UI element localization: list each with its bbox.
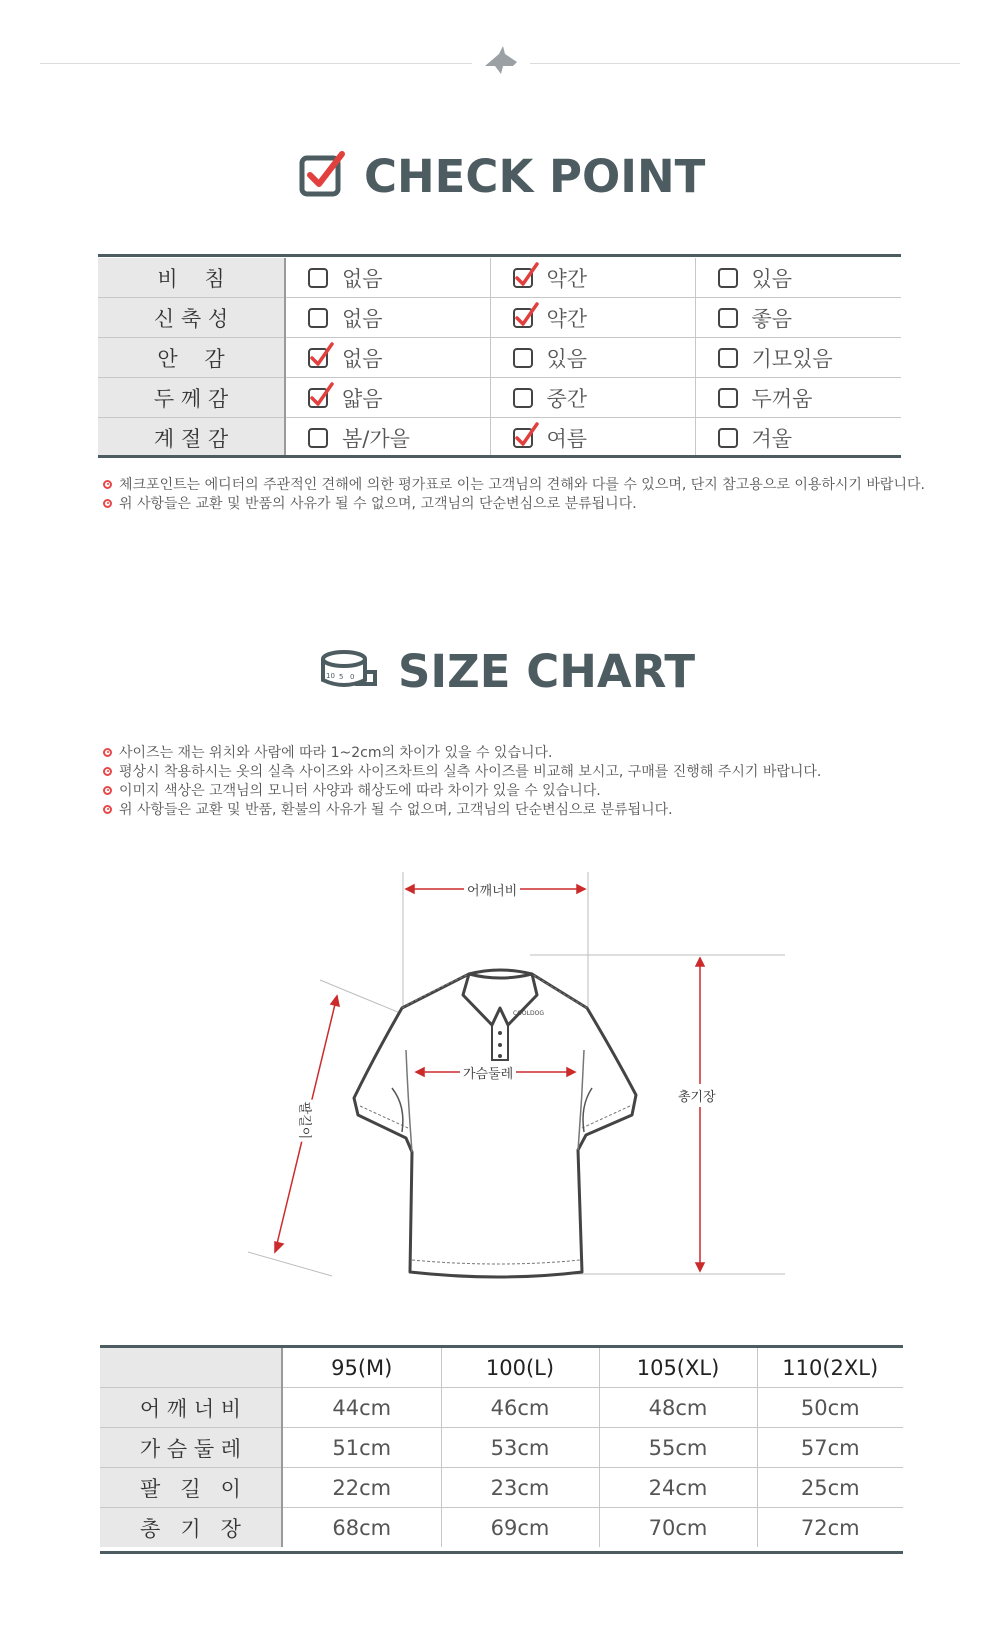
checked-box-icon (308, 388, 328, 408)
bullet-icon (103, 748, 112, 757)
size-row-label: 가 슴 둘 레 (100, 1428, 282, 1468)
check-option-label: 좋음 (751, 306, 793, 331)
note-item: 위 사항들은 교환 및 반품, 환불의 사유가 될 수 없으며, 고객님의 단순변심으로 분류됩니다. (103, 801, 821, 820)
unchecked-box-icon (718, 268, 738, 288)
check-option (285, 418, 490, 458)
check-option (695, 258, 901, 298)
check-option (490, 298, 695, 338)
size-row-label: 팔 길 이 (100, 1468, 282, 1508)
top-divider-right (530, 63, 960, 64)
size-value-cell: 24cm (599, 1468, 757, 1508)
size-value-cell: 69cm (441, 1508, 599, 1548)
check-option-label: 없음 (342, 306, 383, 331)
size-row (100, 1388, 903, 1428)
size-value-cell: 44cm (282, 1388, 441, 1428)
unchecked-box-icon (718, 428, 738, 448)
check-option-label: 없음 (342, 346, 383, 371)
check-option-label: 약간 (546, 266, 588, 291)
check-row-label: 두 께 감 (98, 378, 285, 418)
check-row (98, 258, 901, 298)
shirt-logo-text: COOLDOG (513, 1010, 544, 1017)
check-option (695, 298, 901, 338)
svg-text:10: 10 (326, 672, 335, 680)
checked-box-icon (513, 268, 533, 288)
unchecked-box-icon (308, 428, 328, 448)
size-value-cell: 55cm (599, 1428, 757, 1468)
chest-label: 가슴둘레 (460, 1063, 516, 1082)
size-value-cell: 70cm (599, 1508, 757, 1548)
checked-box-icon (308, 348, 328, 368)
check-option-label: 봄/가을 (342, 426, 410, 451)
note-item: 위 사항들은 교환 및 반품의 사유가 될 수 없으며, 고객님의 단순변심으로 분류됩니다. (103, 495, 925, 514)
check-option (695, 418, 901, 458)
check-option (490, 338, 695, 378)
check-option-label: 겨울 (751, 426, 793, 451)
check-row (98, 378, 901, 418)
svg-text:5: 5 (339, 673, 344, 681)
divider-emblem-icon (481, 44, 521, 80)
size-column-header: 110(2XL) (757, 1348, 903, 1388)
size-column-header: 105(XL) (599, 1348, 757, 1388)
check-option-label: 얇음 (342, 386, 383, 411)
size-column-header: 95(M) (282, 1348, 441, 1388)
size-row-label: 어 깨 너 비 (100, 1388, 282, 1428)
check-table-top-border (98, 254, 901, 257)
svg-text:0: 0 (350, 673, 355, 681)
check-option-label: 없음 (342, 266, 383, 291)
check-option-label: 있음 (751, 266, 793, 291)
unchecked-box-icon (718, 308, 738, 328)
size-row-label: 총 기 장 (100, 1508, 282, 1548)
size-value-cell: 23cm (441, 1468, 599, 1508)
check-point-notes (103, 476, 925, 514)
check-row (98, 338, 901, 378)
shirt-diagram (230, 870, 790, 1280)
size-row (100, 1468, 903, 1508)
check-row-label: 비 침 (98, 258, 285, 298)
check-option-label: 있음 (546, 346, 588, 371)
bullet-icon (103, 480, 112, 489)
checked-box-icon (513, 308, 533, 328)
bullet-icon (103, 805, 112, 814)
check-option (695, 338, 901, 378)
size-value-cell: 50cm (757, 1388, 903, 1428)
bullet-icon (103, 767, 112, 776)
size-value-cell: 68cm (332, 1515, 392, 1540)
check-row-label: 계 절 감 (98, 418, 285, 458)
check-option-label: 중간 (546, 386, 588, 411)
check-option (490, 418, 695, 458)
bullet-icon (103, 499, 112, 508)
check-row (98, 418, 901, 458)
size-column-header: 100(L) (441, 1348, 599, 1388)
unchecked-box-icon (308, 268, 328, 288)
note-item: 평상시 착용하시는 옷의 실측 사이즈와 사이즈차트의 실측 사이즈를 비교해 보시고, 구매를 진행해 주시기 바랍니다. (103, 763, 821, 782)
check-option-label: 두꺼움 (751, 386, 813, 411)
size-value-cell: 48cm (599, 1388, 757, 1428)
size-value-cell: 57cm (757, 1428, 903, 1468)
note-item: 사이즈는 재는 위치와 사람에 따라 1~2cm의 차이가 있을 수 있습니다. (103, 744, 821, 763)
size-row (100, 1508, 903, 1548)
checkmark-box-icon (298, 150, 350, 204)
shoulder-width-label: 어깨너비 (464, 880, 520, 899)
size-value-cell: 46cm (441, 1388, 599, 1428)
check-point-title: CHECK POINT (364, 150, 706, 203)
check-option-label: 기모있음 (751, 346, 833, 371)
unchecked-box-icon (718, 348, 738, 368)
size-table-bottom-border (100, 1551, 903, 1554)
note-item: 이미지 색상은 고객님의 모니터 사양과 해상도에 따라 차이가 있을 수 있습니다. (103, 782, 821, 801)
size-value-cell: 53cm (441, 1428, 599, 1468)
sleeve-length-label: 팔길이 (296, 1100, 315, 1142)
check-row (98, 298, 901, 338)
check-option (285, 338, 490, 378)
top-divider-left (40, 63, 472, 64)
unchecked-box-icon (513, 388, 533, 408)
check-table-bottom-border (98, 455, 901, 458)
checked-box-icon (513, 428, 533, 448)
check-option (285, 378, 490, 418)
size-chart-notes (103, 744, 821, 820)
check-option (490, 258, 695, 298)
size-value-cell: 22cm (282, 1468, 441, 1508)
check-row-label: 신 축 성 (98, 298, 285, 338)
check-option (285, 298, 490, 338)
size-chart-title: SIZE CHART (398, 645, 696, 698)
check-option (490, 378, 695, 418)
check-option (285, 258, 490, 298)
measuring-tape-icon (319, 650, 379, 694)
size-value-cell: 51cm (282, 1428, 441, 1468)
unchecked-box-icon (718, 388, 738, 408)
total-length-label: 총기장 (678, 1084, 716, 1107)
check-point-table (98, 258, 901, 457)
size-row (100, 1428, 903, 1468)
size-value-cell: 72cm (757, 1508, 903, 1548)
unchecked-box-icon (513, 348, 533, 368)
check-option (695, 378, 901, 418)
size-table (100, 1348, 903, 1547)
bullet-icon (103, 786, 112, 795)
check-option-label: 여름 (546, 426, 588, 451)
unchecked-box-icon (308, 308, 328, 328)
check-row-label: 안 감 (98, 338, 285, 378)
size-header-corner (100, 1348, 282, 1388)
size-value-cell: 25cm (757, 1468, 903, 1508)
note-item: 체크포인트는 에디터의 주관적인 견해에 의한 평가표로 이는 고객님의 견해와 다를 수 있으며, 단지 참고용으로 이용하시기 바랍니다. (103, 476, 925, 495)
check-option-label: 약간 (546, 306, 588, 331)
size-header-row (100, 1348, 903, 1388)
